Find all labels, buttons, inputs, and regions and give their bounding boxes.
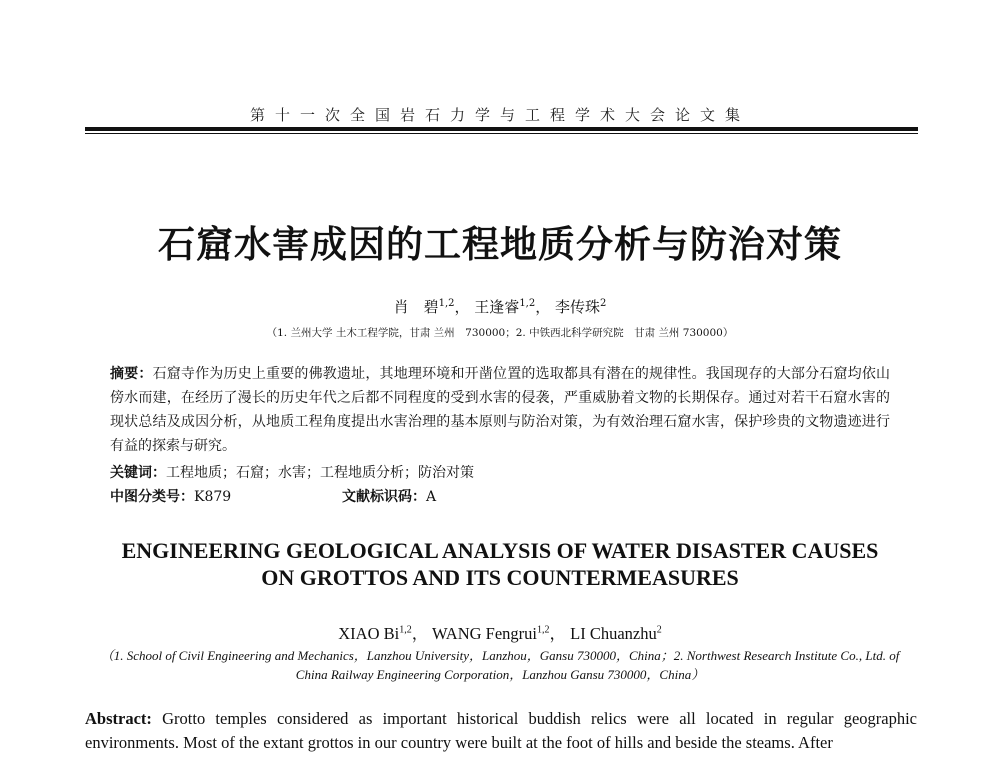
- author-en-name: XIAO Bi: [338, 624, 400, 643]
- author-cn-name: 肖 碧: [393, 298, 439, 316]
- author-separator: ，: [454, 298, 470, 316]
- keywords-cn-text: 工程地质；石窟；水害；工程地质分析；防治对策: [166, 465, 474, 481]
- classification-row: [110, 485, 890, 509]
- header-rule-thick: [85, 127, 918, 131]
- author-en-name: WANG Fengrui: [432, 624, 537, 643]
- paper-title-en-line2: ON GROTTOS AND ITS COUNTERMEASURES: [261, 565, 739, 590]
- affiliation-en: （1. School of Civil Engineering and Mechanics，Lanzhou University，Lanzhou，Gansu 730000，China；2. Northwest Research Institute Co., Ltd. of China Railway Engineering Corporation，Lanzhou Gansu 730000，China）: [100, 648, 900, 682]
- keywords-cn-label: 关键词：: [110, 465, 166, 481]
- paper-title-en-line1: ENGINEERING GEOLOGICAL ANALYSIS OF WATER DISASTER CAUSES: [121, 538, 879, 563]
- abstract-en-text: Grotto temples considered as important historical buddish relics were all located in regular geographic environments. Most of the extant grottos in our country were built at the foot of hills and beside the steams. After: [85, 709, 918, 752]
- abstract-cn-label: 摘要：: [110, 366, 153, 382]
- paper-title-cn: 石窟水害成因的工程地质分析与防治对策: [158, 223, 842, 266]
- paper-title-en: [60, 537, 940, 591]
- journal-header: 第十一次全国岩石力学与工程学术大会论文集: [249, 106, 750, 124]
- authors-cn: [0, 296, 1000, 317]
- author-cn-name: 王逢睿: [474, 298, 520, 316]
- affiliation-cn: （1. 兰州大学 土木工程学院，甘肃 兰州 730000；2. 中铁西北科学研究院 甘肃 兰州 730000）: [266, 327, 734, 339]
- author-separator: ，: [411, 624, 429, 643]
- doc-code-label: 文献标识码：: [342, 489, 426, 505]
- author-cn-name: 李传珠: [555, 298, 601, 316]
- classification-value: K879: [194, 489, 232, 505]
- author-cn-sup: 1,2: [519, 298, 536, 309]
- author-cn-sup: 2: [600, 298, 607, 309]
- abstract-cn-text: 石窟寺作为历史上重要的佛教遗址，其地理环境和开凿位置的选取都具有潜在的规律性。我国现存的大部分石窟均依山傍水而建，在经历了漫长的历史年代之后都不同程度的受到水害的侵袭，严重威胁着文物的长期保存。通过对若干石窟水害的现状总结及成因分析，从地质工程角度提出水害治理的基本原则与防治对策，为有效治理石窟水害，保护珍贵的文物遗迹进行有益的探索与研究。: [110, 366, 891, 454]
- authors-en: [0, 620, 1000, 644]
- author-separator: ，: [549, 624, 566, 643]
- author-en-sup: 1,2: [537, 624, 550, 636]
- author-en-sup: 2: [656, 624, 662, 636]
- doc-code: [342, 485, 436, 509]
- abstract-en-label: Abstract:: [85, 709, 152, 728]
- header-rule-thin: [85, 133, 918, 134]
- author-en-sup: 1,2: [399, 624, 412, 636]
- classification-label: 中图分类号：: [110, 489, 194, 505]
- keywords-cn: [110, 461, 890, 485]
- abstract-cn: [110, 362, 890, 458]
- author-en-name: LI Chuanzhu: [570, 624, 657, 643]
- abstract-en: [85, 707, 917, 755]
- doc-code-value: A: [426, 489, 437, 505]
- author-cn-sup: 1,2: [438, 298, 455, 309]
- author-separator: ，: [535, 298, 551, 316]
